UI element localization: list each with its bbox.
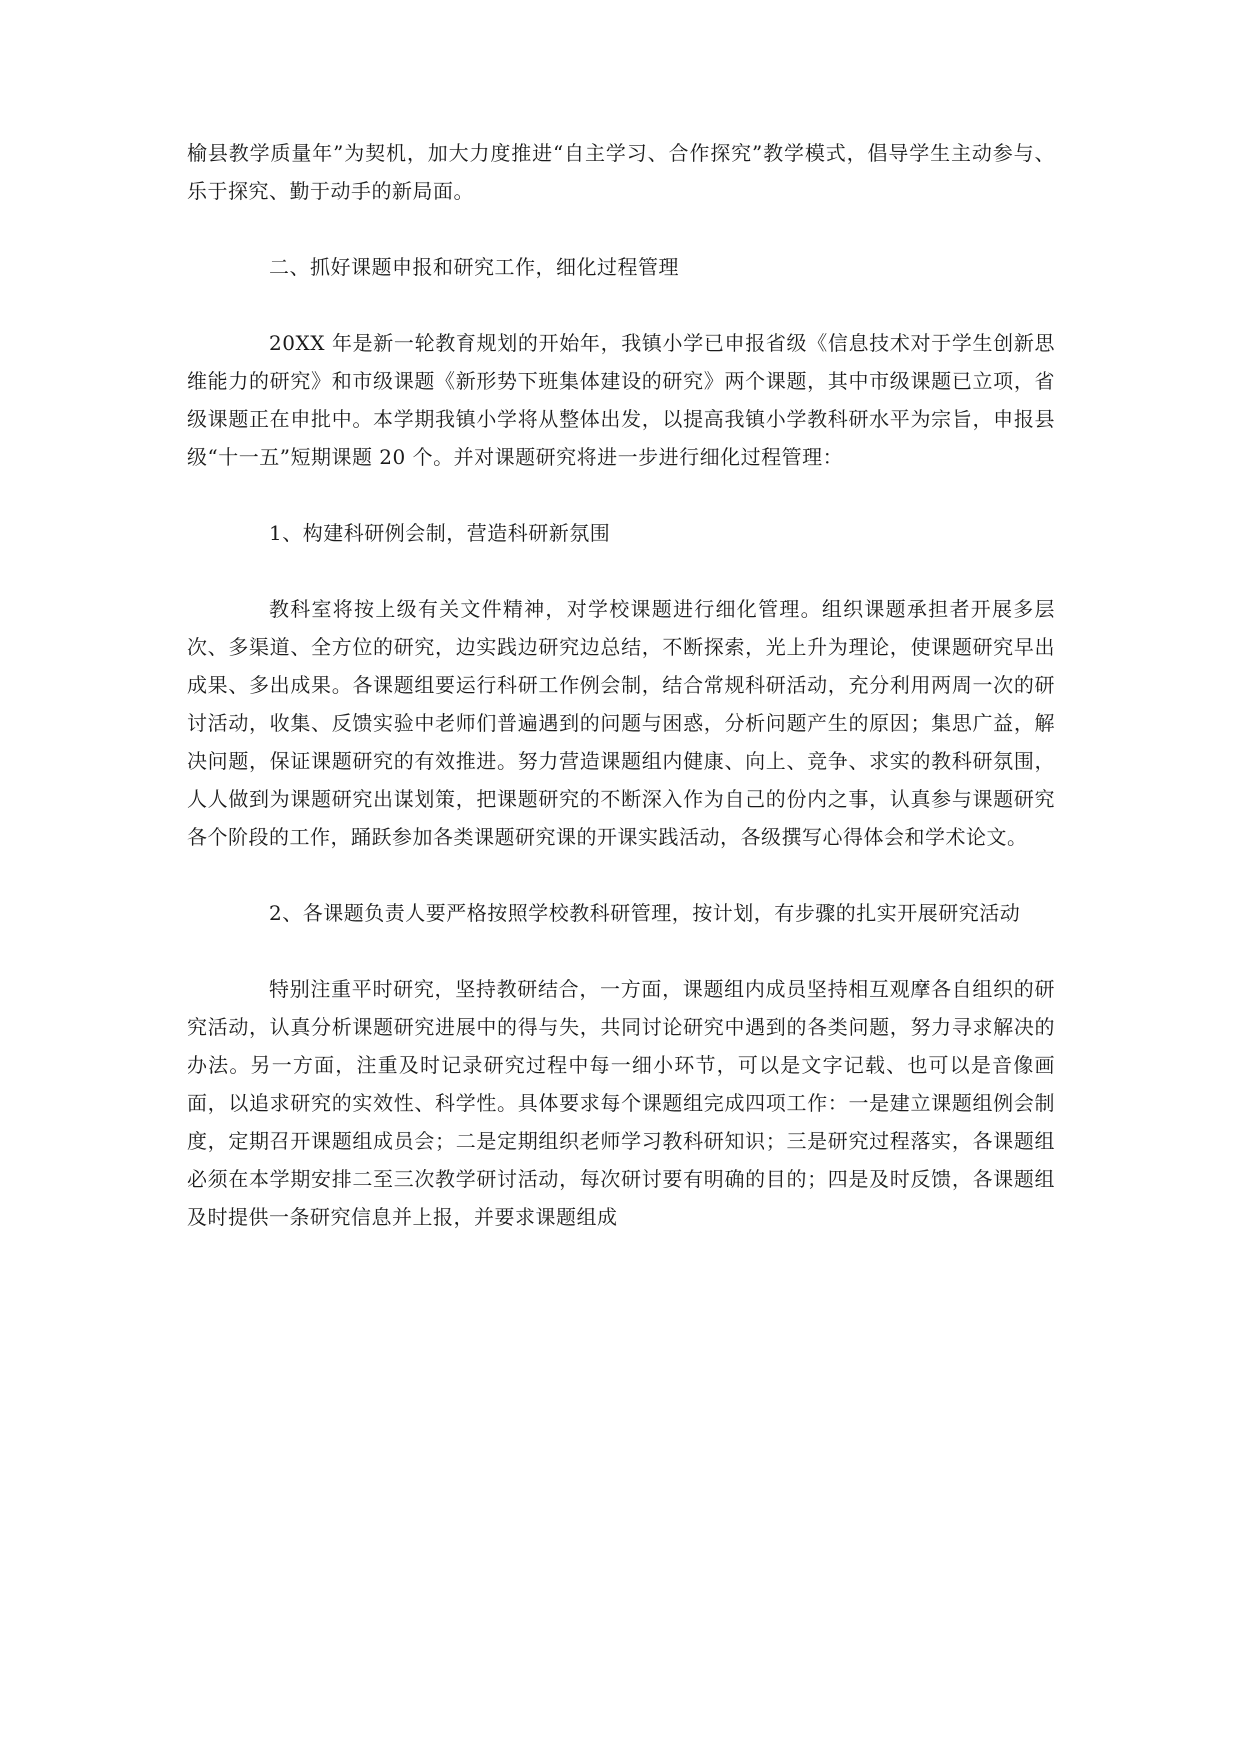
subheading-2: 2、各课题负责人要严格按照学校教科研管理，按计划，有步骤的扎实开展研究活动 xyxy=(269,901,1021,925)
subheading-1: 1、构建科研例会制，营造科研新氛围 xyxy=(269,521,611,545)
paragraph-continuation: 榆县教学质量年”为契机，加大力度推进“自主学习、合作探究”教学模式，倡导学生主动参与、乐于探究、勤于动手的新局面。 xyxy=(187,141,1055,203)
paragraph-daily-research: 特别注重平时研究，坚持教研结合，一方面，课题组内成员坚持相互观摩各自组织的研究活动，认真分析课题研究进展中的得与失，共同讨论研究中遇到的各类问题，努力寻求解决的办法。另一方面，注重及时记录研究过程中每一细小环节，可以是文字记载、也可以是音像画面，以追求研究的实效性、科学性。具体要求每个课题组完成四项工作：一是建立课题组例会制度，定期召开课题组成员会；二是定期组织老师学习教科研知识；三是研究过程落实，各课题组必须在本学期安排二至三次教学研讨活动，每次研讨要有明确的目的；四是及时反馈，各课题组及时提供一条研究信息并上报，并要求课题组成 xyxy=(187,977,1055,1229)
document-body xyxy=(187,134,1055,1274)
paragraph-meeting-system: 教科室将按上级有关文件精神，对学校课题进行细化管理。组织课题承担者开展多层次、多渠道、全方位的研究，边实践边研究边总结，不断探索，光上升为理论，使课题研究早出成果、多出成果。各课题组要运行科研工作例会制，结合常规科研活动，充分利用两周一次的研讨活动，收集、反馈实验中老师们普遍遇到的问题与困惑，分析问题产生的原因；集思广益，解决问题，保证课题研究的有效推进。努力营造课题组内健康、向上、竞争、求实的教科研氛围，人人做到为课题研究出谋划策，把课题研究的不断深入作为自己的份内之事，认真参与课题研究各个阶段的工作，踊跃参加各类课题研究课的开课实践活动，各级撰写心得体会和学术论文。 xyxy=(187,597,1055,849)
paragraph-research-plan: 20XX 年是新一轮教育规划的开始年，我镇小学已申报省级《信息技术对于学生创新思维能力的研究》和市级课题《新形势下班集体建设的研究》两个课题，其中市级课题已立项，省级课题正在申批中。本学期我镇小学将从整体出发，以提高我镇小学教科研水平为宗旨，申报县级“十一五”短期课题 20 个。并对课题研究将进一步进行细化过程管理： xyxy=(187,331,1055,469)
section-heading-2: 二、抓好课题申报和研究工作，细化过程管理 xyxy=(269,255,679,279)
